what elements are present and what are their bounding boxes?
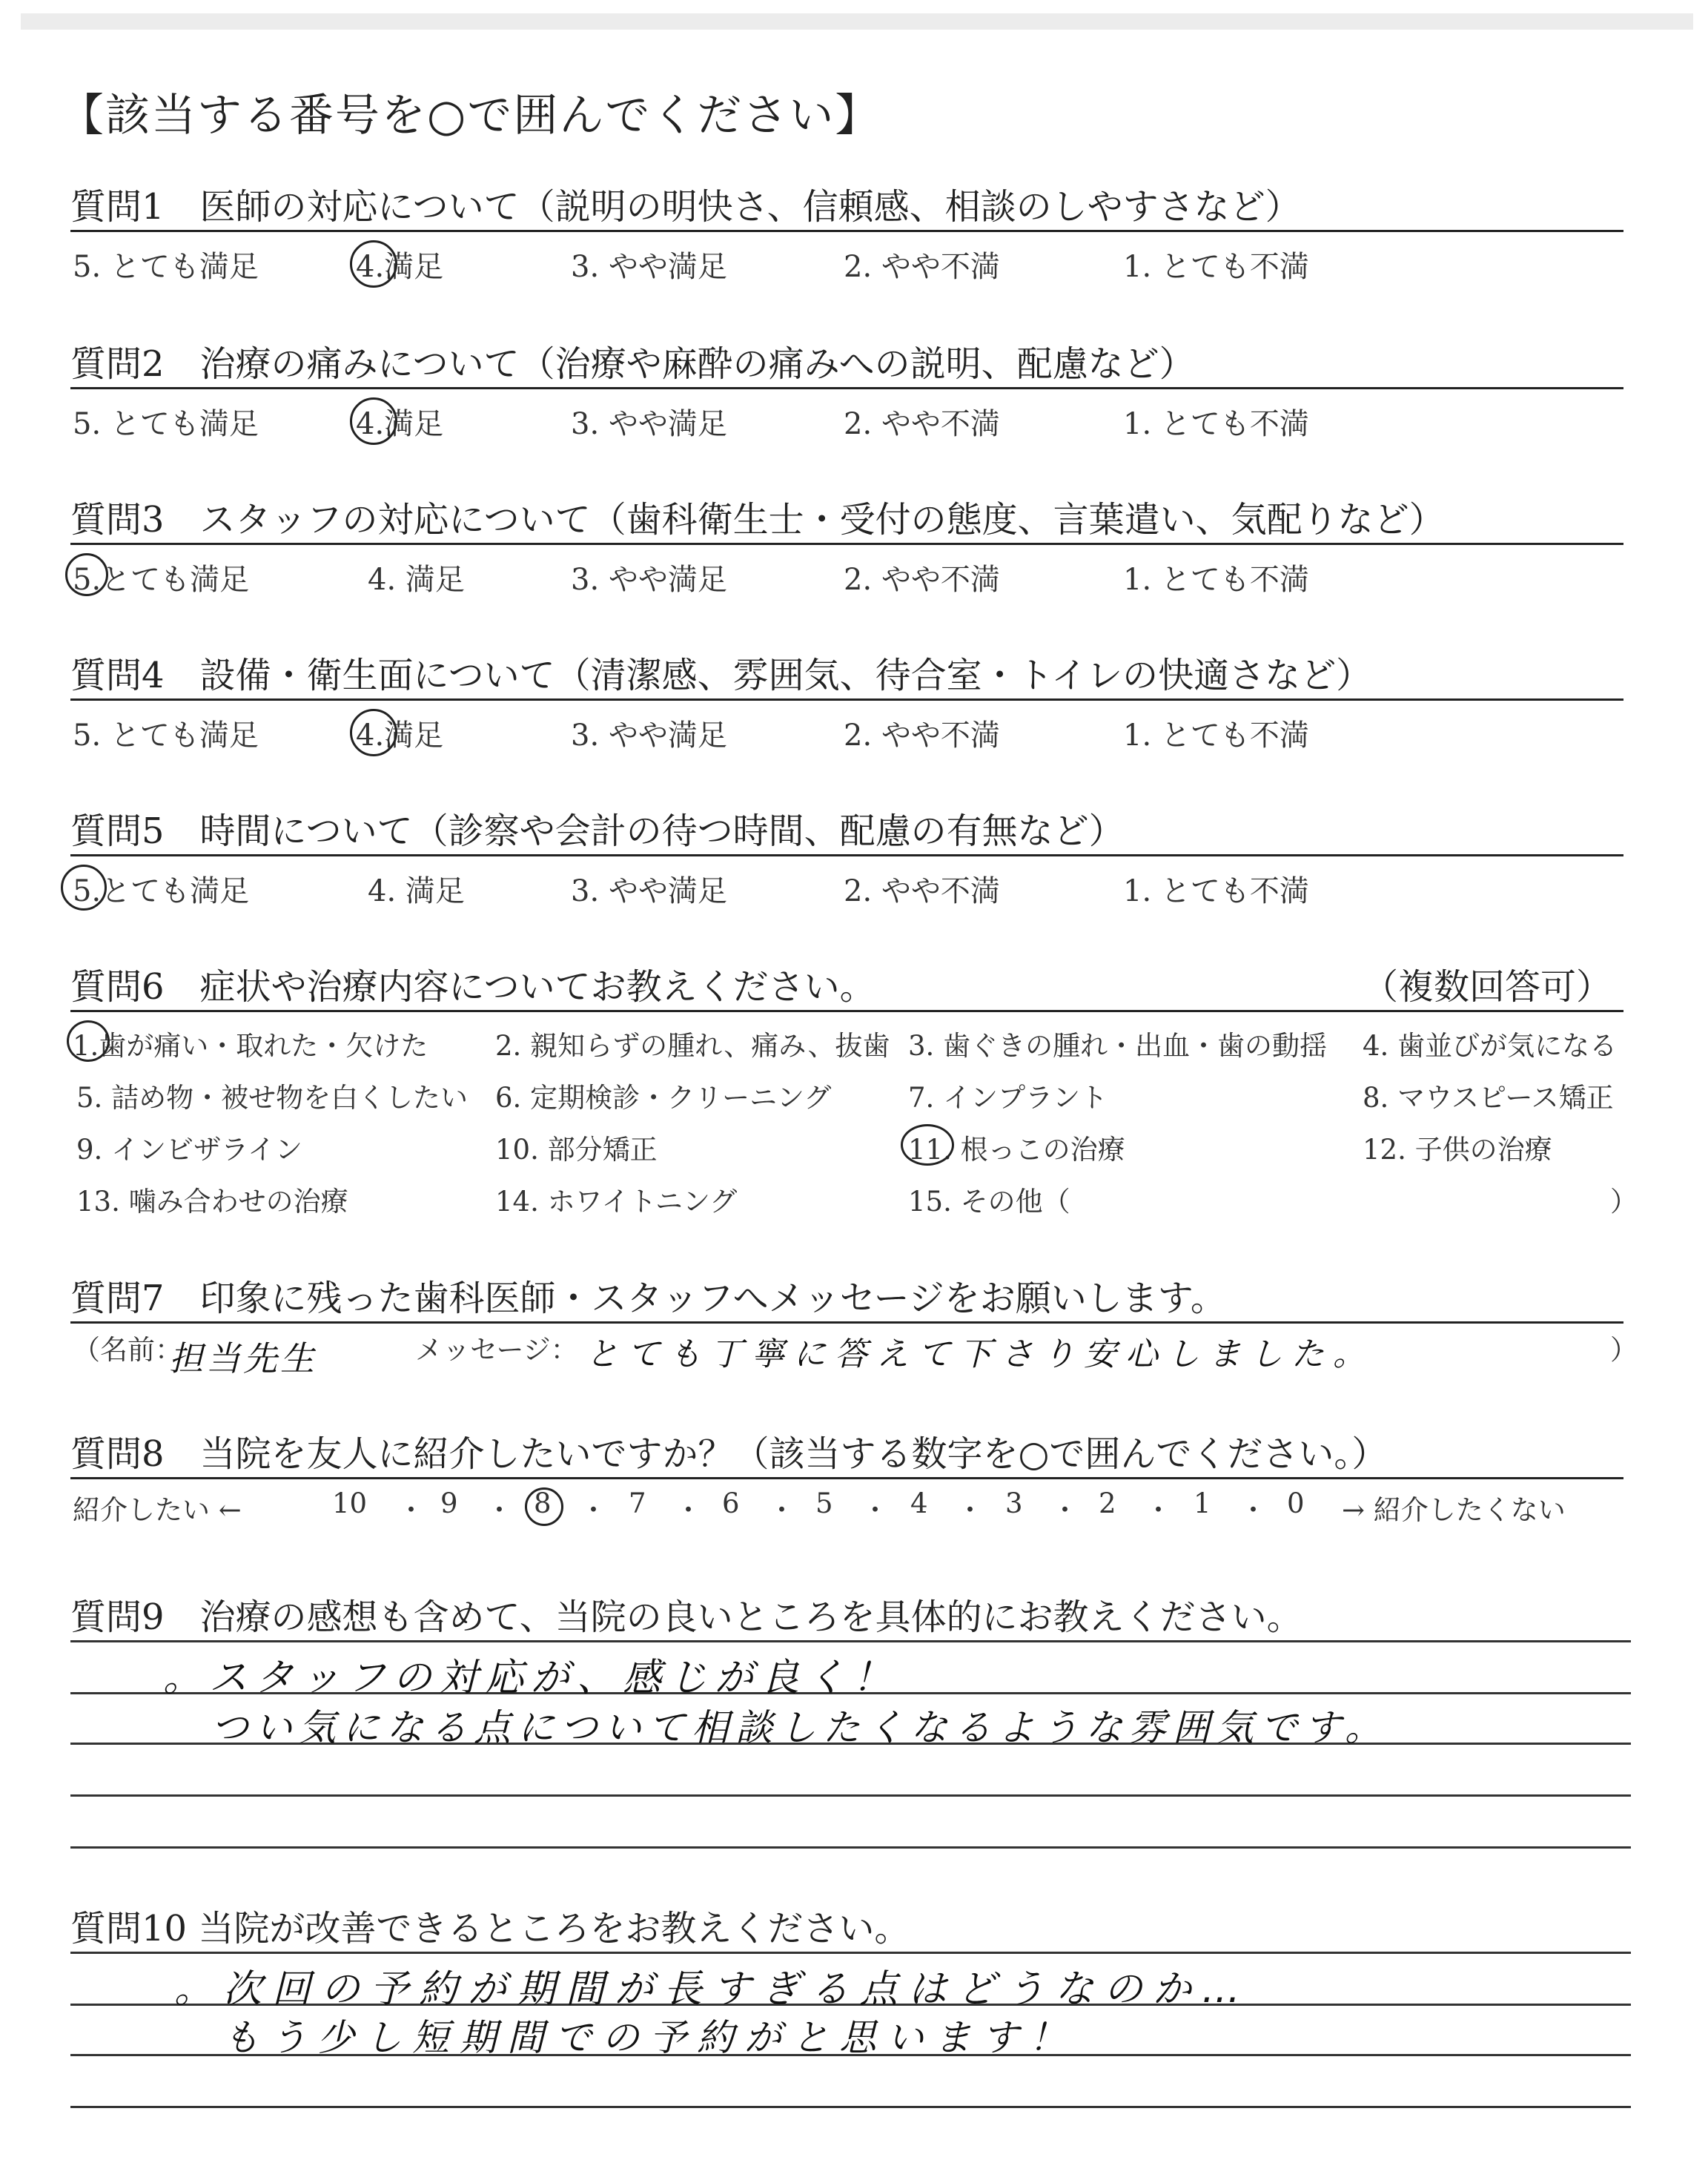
q2-option-2[interactable]: 2. やや不満 — [844, 407, 1000, 441]
q2-option-3[interactable]: 3. やや満足 — [571, 407, 727, 441]
q8-score-6[interactable]: 6 — [722, 1487, 740, 1519]
q1-option-2[interactable]: 2. やや不満 — [844, 250, 1000, 284]
q8-dot: ・ — [768, 1494, 795, 1526]
q8-score-7[interactable]: 7 — [629, 1487, 646, 1519]
q4-option-3[interactable]: 3. やや満足 — [571, 719, 727, 753]
q8-score-0[interactable]: 0 — [1287, 1487, 1305, 1519]
q1-rule — [70, 230, 1623, 232]
q7-close-paren: ） — [1610, 1334, 1638, 1366]
q8-dot: ・ — [397, 1494, 425, 1526]
q1-title: 質問1 医師の対応について（説明の明快さ、信頼感、相談のしやすさなど） — [70, 186, 1301, 228]
q4-option-4[interactable]: 4.満足 — [356, 719, 444, 753]
q5-option-5[interactable]: 5.とても満足 — [73, 874, 250, 908]
q8-score-8[interactable]: 8 — [534, 1487, 552, 1519]
q2-title: 質問2 治療の痛みについて（治療や麻酔の痛みへの説明、配慮など） — [70, 343, 1195, 385]
q8-title: 質問8 当院を友人に紹介したいですか？（該当する数字を○で囲んでください。） — [70, 1433, 1388, 1475]
q7-rule — [70, 1321, 1623, 1324]
q1-option-3[interactable]: 3. やや満足 — [571, 250, 727, 284]
q6-item-15-close-paren: ） — [1610, 1186, 1638, 1218]
q6-item-4[interactable]: 4. 歯並びが気になる — [1363, 1030, 1618, 1062]
q6-item-10[interactable]: 10. 部分矯正 — [495, 1134, 658, 1166]
q8-left-label: 紹介したい ← — [73, 1494, 242, 1526]
q9-title: 質問9 治療の感想も含めて、当院の良いところを具体的にお教えください。 — [70, 1596, 1302, 1638]
q2-option-1[interactable]: 1. とても不満 — [1123, 407, 1309, 441]
q7-message-handwritten[interactable]: とても丁寧に答えて下さり安心しました。 — [586, 1335, 1374, 1373]
q3-selected-circle — [65, 553, 108, 596]
q3-title: 質問3 スタッフの対応について（歯科衛生士・受付の態度、言葉遣い、気配りなど） — [70, 499, 1445, 541]
q8-right-label: → 紹介したくない — [1342, 1494, 1566, 1526]
q8-dot: ・ — [1145, 1494, 1172, 1526]
q6-item-3[interactable]: 3. 歯ぐきの腫れ・出血・歯の動揺 — [908, 1030, 1328, 1062]
q10-answer-text-1[interactable]: 。次回の予約が期間が長すぎる点はどうなのか… — [174, 1967, 1251, 2012]
survey-heading: 【該当する番号を○で囲んでください】 — [59, 90, 881, 142]
q8-dot: ・ — [675, 1494, 702, 1526]
q8-score-4[interactable]: 4 — [910, 1487, 928, 1519]
q4-option-2[interactable]: 2. やや不満 — [844, 719, 1000, 753]
q6-item-12[interactable]: 12. 子供の治療 — [1363, 1134, 1552, 1166]
q8-score-3[interactable]: 3 — [1005, 1487, 1023, 1519]
q6-item-14[interactable]: 14. ホワイトニング — [495, 1186, 738, 1218]
q5-option-4[interactable]: 4. 満足 — [368, 874, 465, 908]
q1-option-4[interactable]: 4.満足 — [356, 250, 444, 284]
q4-title: 質問4 設備・衛生面について（清潔感、雰囲気、待合室・トイレの快適さなど） — [70, 655, 1372, 696]
q8-selected-circle — [525, 1487, 563, 1526]
q6-item-8[interactable]: 8. マウスピース矯正 — [1363, 1082, 1614, 1114]
q3-option-3[interactable]: 3. やや満足 — [571, 563, 727, 597]
q4-option-5[interactable]: 5. とても満足 — [73, 719, 259, 753]
q3-rule — [70, 543, 1623, 545]
q6-item-9[interactable]: 9. インビザライン — [76, 1134, 302, 1166]
q8-score-1[interactable]: 1 — [1194, 1487, 1211, 1519]
q6-item-11[interactable]: 11. 根っこの治療 — [908, 1134, 1125, 1166]
q4-selected-circle — [350, 709, 397, 756]
q5-option-2[interactable]: 2. やや不満 — [844, 874, 1000, 908]
q8-dot: ・ — [861, 1494, 889, 1526]
q3-option-1[interactable]: 1. とても不満 — [1123, 563, 1309, 597]
q8-dot: ・ — [580, 1494, 607, 1526]
q8-dot: ・ — [486, 1494, 513, 1526]
q6-multiple-note: （複数回答可） — [1363, 966, 1612, 1008]
q7-message-label: メッセージ： — [415, 1334, 578, 1366]
q5-option-1[interactable]: 1. とても不満 — [1123, 874, 1309, 908]
q5-option-3[interactable]: 3. やや満足 — [571, 874, 727, 908]
q3-option-4[interactable]: 4. 満足 — [368, 563, 465, 597]
q10-answer-text-2[interactable]: もう少し短期間での予約がと思います！ — [222, 2016, 1076, 2059]
q2-rule — [70, 387, 1623, 389]
q4-option-1[interactable]: 1. とても不満 — [1123, 719, 1309, 753]
q1-selected-circle — [350, 240, 397, 288]
q7-name-handwritten[interactable]: 担当先生 — [169, 1338, 317, 1378]
q8-dot: ・ — [956, 1494, 984, 1526]
q4-rule — [70, 698, 1623, 701]
q10-title: 質問10 当院が改善できるところをお教えください。 — [70, 1908, 910, 1949]
q2-selected-circle — [350, 397, 397, 445]
q6-rule — [70, 1010, 1623, 1012]
q1-option-5[interactable]: 5. とても満足 — [73, 250, 259, 284]
q9-answer-line-1 — [70, 1640, 1631, 1642]
q8-score-9[interactable]: 9 — [440, 1487, 458, 1519]
q9-answer-text-1[interactable]: 。スタッフの対応が、感じが良く！ — [163, 1656, 899, 1700]
q9-answer-line-5 — [70, 1846, 1631, 1849]
q8-score-2[interactable]: 2 — [1099, 1487, 1116, 1519]
q6-item-1-circle — [67, 1020, 110, 1062]
q5-rule — [70, 854, 1623, 856]
q7-name-label: （名前： — [73, 1334, 182, 1366]
scan-top-edge — [21, 13, 1693, 30]
q2-option-5[interactable]: 5. とても満足 — [73, 407, 259, 441]
q10-answer-line-1 — [70, 1952, 1631, 1954]
q6-item-1[interactable]: 1.歯が痛い・取れた・欠けた — [73, 1030, 428, 1062]
q6-title: 質問6 症状や治療内容についてお教えください。 — [70, 966, 875, 1008]
q6-item-6[interactable]: 6. 定期検診・クリーニング — [495, 1082, 832, 1114]
q3-option-5[interactable]: 5.とても満足 — [73, 563, 250, 597]
q1-option-1[interactable]: 1. とても不満 — [1123, 250, 1309, 284]
q9-answer-line-4 — [70, 1794, 1631, 1797]
q5-title: 質問5 時間について（診察や会計の待つ時間、配慮の有無など） — [70, 810, 1125, 852]
q8-score-10[interactable]: 10 — [332, 1487, 368, 1519]
q6-item-7[interactable]: 7. インプラント — [908, 1082, 1108, 1114]
q6-item-13[interactable]: 13. 噛み合わせの治療 — [76, 1186, 348, 1218]
q8-dot: ・ — [1051, 1494, 1079, 1526]
q8-dot: ・ — [1239, 1494, 1267, 1526]
q5-selected-circle — [61, 865, 107, 911]
q3-option-2[interactable]: 2. やや不満 — [844, 563, 1000, 597]
q6-item-15[interactable]: 15. その他（ — [908, 1186, 1070, 1218]
q8-score-5[interactable]: 5 — [815, 1487, 833, 1519]
q6-item-2[interactable]: 2. 親知らずの腫れ、痛み、抜歯 — [495, 1030, 890, 1062]
q10-answer-line-4 — [70, 2106, 1631, 2108]
q8-rule — [70, 1477, 1623, 1479]
q7-title: 質問7 印象に残った歯科医師・スタッフへメッセージをお願いします。 — [70, 1278, 1226, 1319]
q6-item-5[interactable]: 5. 詰め物・被せ物を白くしたい — [76, 1082, 469, 1114]
q2-option-4[interactable]: 4.満足 — [356, 407, 444, 441]
q6-item-11-circle — [901, 1124, 954, 1166]
q9-answer-text-2[interactable]: つい気になる点について相談したくなるような雰囲気です。 — [211, 1706, 1388, 1749]
